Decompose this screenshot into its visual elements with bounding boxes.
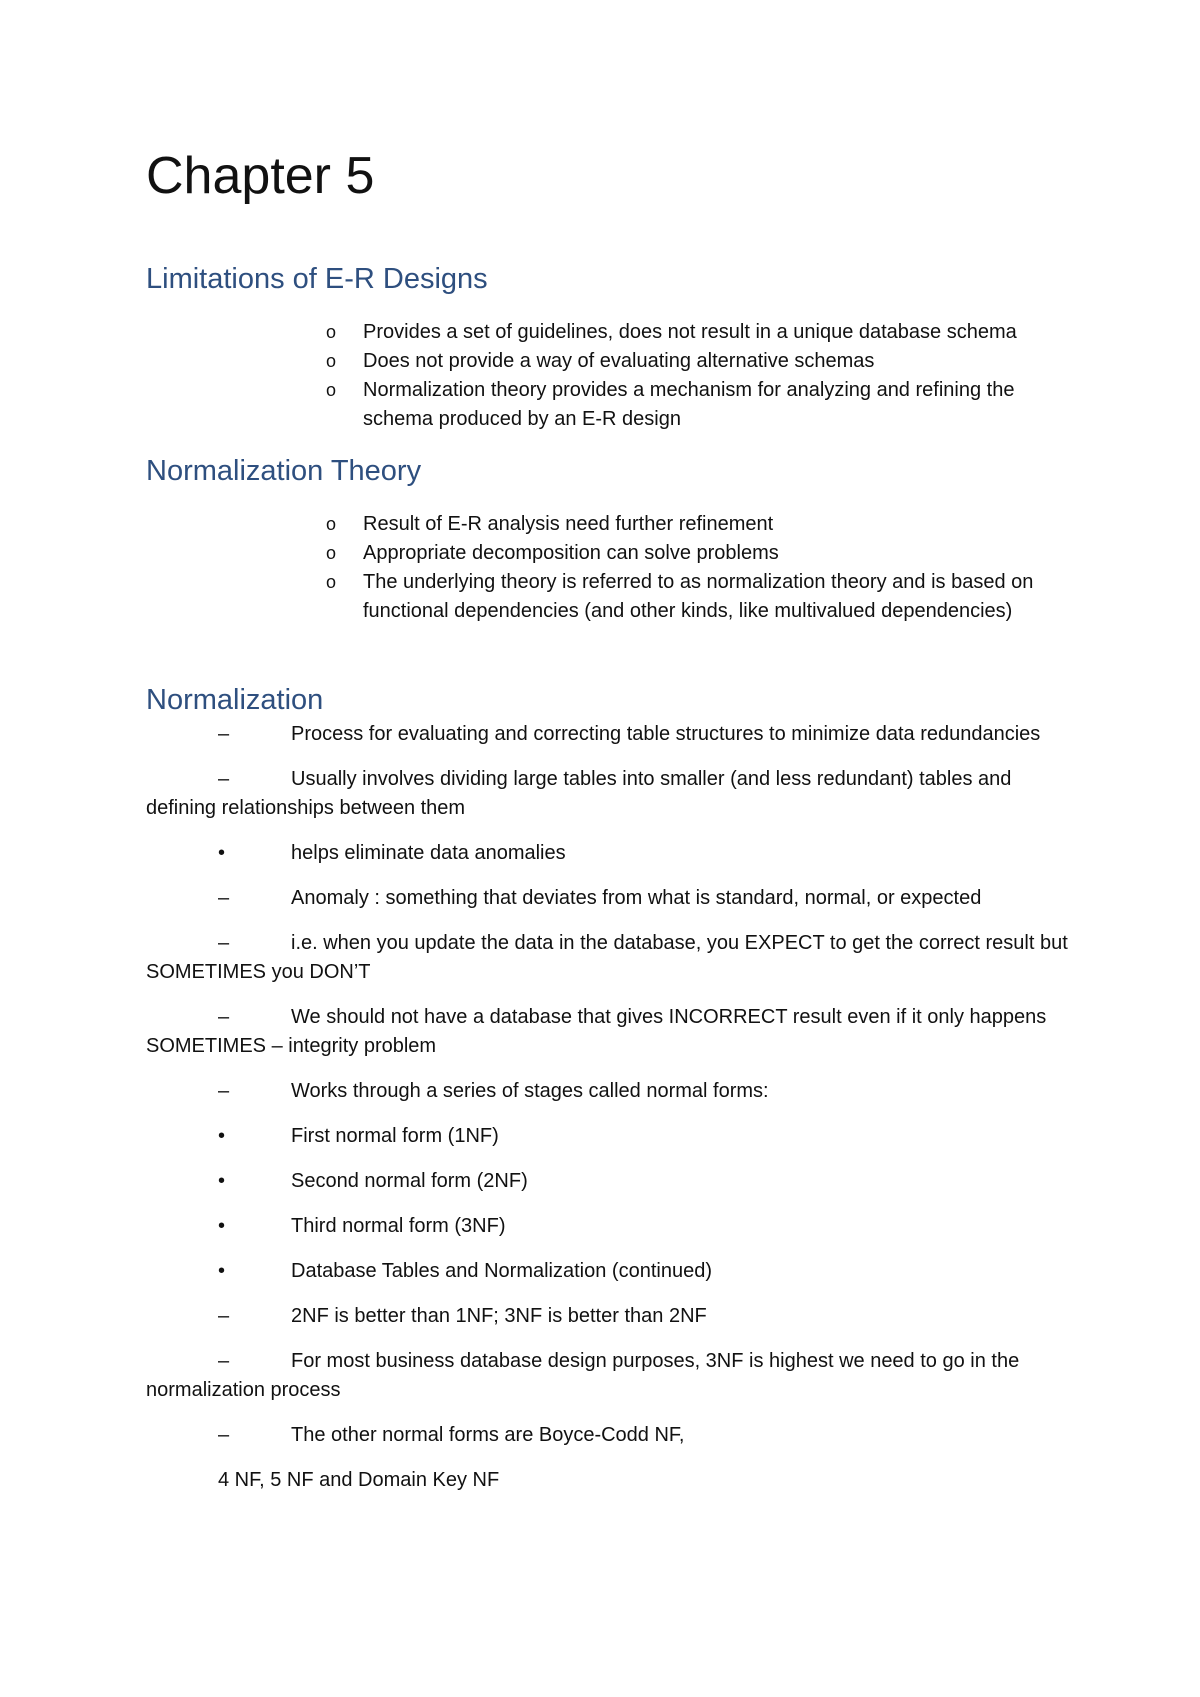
dash-bullet-icon: – [218, 768, 230, 790]
list-item: – Usually involves dividing large tables into smaller (and less redundant) tables and defining relationships between them [146, 765, 1071, 823]
page-title: Chapter 5 [146, 147, 375, 205]
dot-bullet-icon: • [218, 1215, 226, 1237]
list-item: – 2NF is better than 1NF; 3NF is better than 2NF [146, 1302, 1071, 1331]
circle-bullet-icon: o [326, 380, 337, 400]
dash-bullet-icon: – [218, 1305, 230, 1327]
dash-bullet-icon: – [218, 1424, 230, 1446]
circle-bullet-icon: o [326, 351, 337, 371]
list-item: o Appropriate decomposition can solve problems [326, 539, 1066, 568]
list-item: – Works through a series of stages called normal forms: [146, 1077, 1071, 1106]
list-item: 4 NF, 5 NF and Domain Key NF [218, 1469, 500, 1491]
heading-normalization-theory: Normalization Theory [146, 455, 422, 487]
dash-bullet-icon: – [218, 1006, 230, 1028]
list-item: – Process for evaluating and correcting table structures to minimize data redundancies [146, 720, 1071, 749]
list-item: • helps eliminate data anomalies [146, 839, 1071, 868]
list-item: o Normalization theory provides a mechanism for analyzing and refining the schema produced by an E-R design [326, 376, 1066, 434]
list-item: • Database Tables and Normalization (continued) [146, 1257, 1071, 1286]
dot-bullet-icon: • [218, 1125, 226, 1147]
list-item: – i.e. when you update the data in the database, you EXPECT to get the correct result but SOMETIMES you DON’T [146, 929, 1071, 987]
list-item: – Anomaly : something that deviates from what is standard, normal, or expected [146, 884, 1071, 913]
dot-bullet-icon: • [218, 842, 226, 864]
dash-bullet-icon: – [218, 1350, 230, 1372]
list-item: – For most business database design purposes, 3NF is highest we need to go in the normalization process [146, 1347, 1071, 1405]
dash-bullet-icon: – [218, 932, 230, 954]
heading-normalization: Normalization [146, 684, 324, 716]
circle-bullet-icon: o [326, 543, 337, 563]
dot-bullet-icon: • [218, 1260, 226, 1282]
list-item: o The underlying theory is referred to as normalization theory and is based on functional dependencies (and other kinds, like multivalued dependencies) [326, 568, 1066, 626]
circle-bullet-icon: o [326, 514, 337, 534]
normalization-list [146, 720, 1071, 1511]
list-item: • First normal form (1NF) [146, 1122, 1071, 1151]
list-item: o Provides a set of guidelines, does not result in a unique database schema [326, 318, 1066, 347]
dash-bullet-icon: – [218, 723, 230, 745]
list-item: – We should not have a database that gives INCORRECT result even if it only happens SOMETIMES – integrity problem [146, 1003, 1071, 1061]
dash-bullet-icon: – [218, 1080, 230, 1102]
circle-bullet-icon: o [326, 322, 337, 342]
limitations-list [326, 318, 1066, 434]
heading-limitations: Limitations of E-R Designs [146, 263, 488, 295]
circle-bullet-icon: o [326, 572, 337, 592]
dash-bullet-icon: – [218, 887, 230, 909]
list-item: • Third normal form (3NF) [146, 1212, 1071, 1241]
dot-bullet-icon: • [218, 1170, 226, 1192]
list-item: • Second normal form (2NF) [146, 1167, 1071, 1196]
list-item: – The other normal forms are Boyce-Codd NF, [146, 1421, 1071, 1450]
normalization-theory-list [326, 510, 1066, 626]
list-item: o Does not provide a way of evaluating alternative schemas [326, 347, 1066, 376]
list-item: o Result of E-R analysis need further refinement [326, 510, 1066, 539]
